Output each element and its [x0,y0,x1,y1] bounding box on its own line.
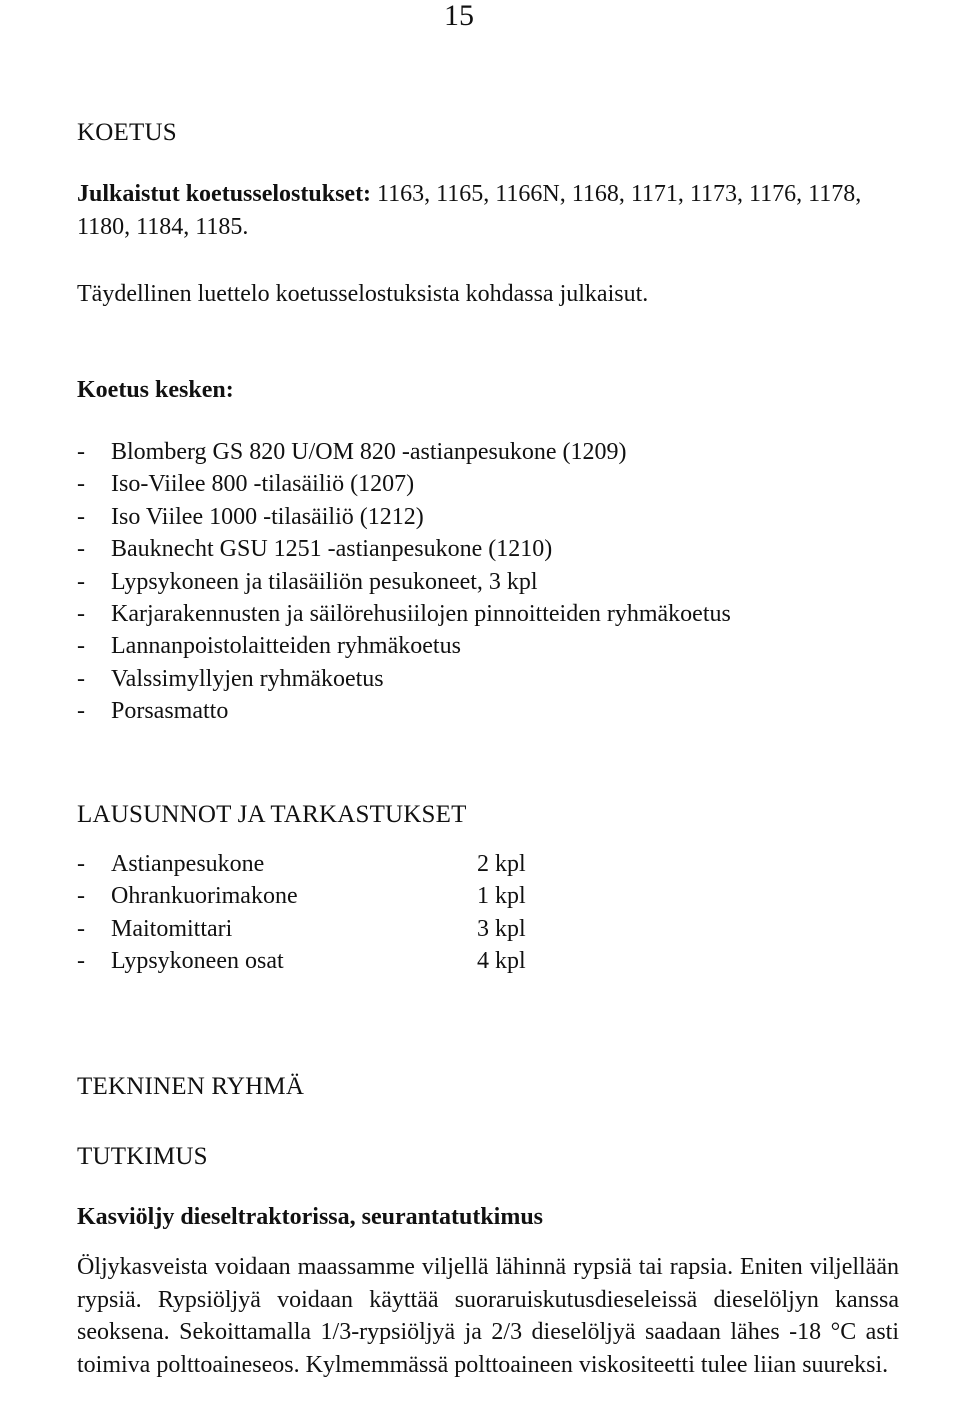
tutkimus-subheading: Kasviöljy dieseltraktorissa, seurantatutkimus [77,1204,544,1230]
koetus-heading: KOETUS [77,119,177,146]
in-progress-heading: Koetus kesken: [77,377,234,403]
tutkimus-heading: TUTKIMUS [77,1143,208,1170]
page-number: 15 [444,0,474,32]
list-item: - Iso Viilee 1000 -tilasäiliö (1212) [77,503,424,530]
tekninen-heading: TEKNINEN RYHMÄ [77,1073,305,1100]
list-item: - Porsasmatto [77,698,229,725]
list-item: - Lypsykoneen ja tilasäiliön pesukoneet, 3 kpl [77,568,538,595]
list-item: - Blomberg GS 820 U/OM 820 -astianpesukone (1209) [77,439,627,465]
list-item: - Iso-Viilee 800 -tilasäiliö (1207) [77,471,415,498]
list-item: - Bauknecht GSU 1251 -astianpesukone (1210) [77,536,553,563]
list-item: - Lypsykoneen osat 4 kpl [77,948,526,975]
lausunnot-list [77,848,526,978]
tutkimus-body: Öljykasveista voidaan maassamme viljellä lähinnä rypsiä tai rapsia. Eniten viljellään rypsiä. Rypsiöljyä voidaan käyttää suoraruiskutusdieseleissä dieselöljyn kanssa seoksena. Sekoittamalla 1/3-rypsiöljyä ja 2/3 dieselöljyä saadaan lähes -18 °C asti toimiva polttoaineseos. Kylmemmässä polttoaineen viskositeetti tulee liian suureksi. [77,1254,899,1378]
list-item: - Karjarakennusten ja säilörehusiilojen pinnoitteiden ryhmäkoetus [77,600,731,627]
list-item: - Ohrankuorimakone 1 kpl [77,883,526,910]
lausunnot-heading: LAUSUNNOT JA TARKASTUKSET [77,801,467,828]
list-item: - Maitomittari 3 kpl [77,915,526,942]
list-item: - Lannanpoistolaitteiden ryhmäkoetus [77,633,461,660]
published-reports [77,178,897,244]
published-label: Julkaistut koetusselostukset: [77,181,372,207]
full-list-note: Täydellinen luettelo koetusselostuksista kohdassa julkaisut. [77,281,649,307]
list-item: - Astianpesukone 2 kpl [77,851,526,877]
in-progress-list [77,436,731,728]
list-item: - Valssimyllyjen ryhmäkoetus [77,665,384,692]
published-numbers: 1163, 1165, 1166N, 1168, 1171, 1173, 1176, 1178, 1180, 1184, 1185. [77,181,862,240]
